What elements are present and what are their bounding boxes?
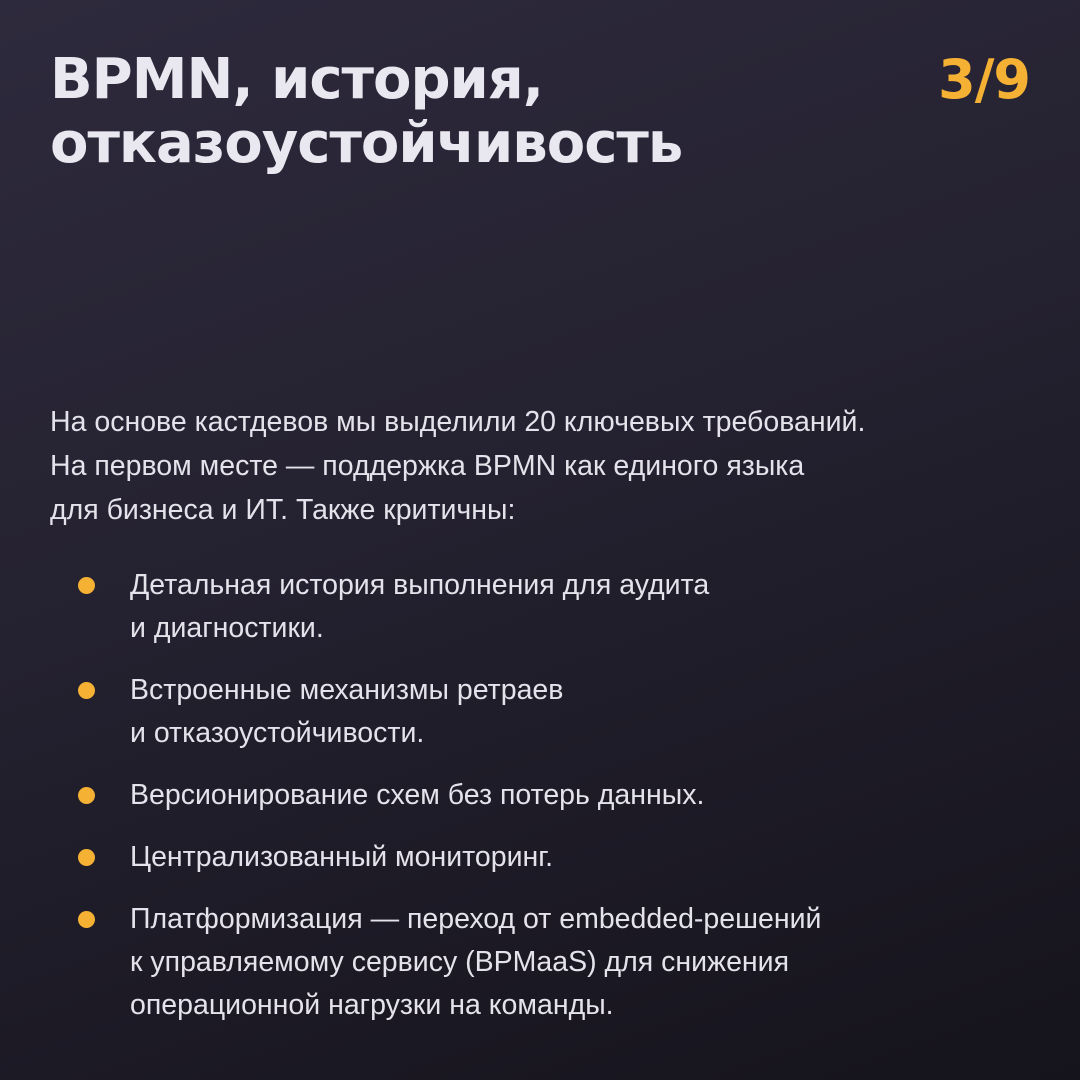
intro-line: для бизнеса и ИТ. Также критичны: [50, 494, 516, 526]
list-item [78, 669, 1038, 755]
intro-paragraph [50, 400, 1030, 532]
list-item-line: к управляемому сервису (BPMaaS) для снижения [130, 946, 790, 978]
requirements-list [78, 564, 1038, 1046]
list-item-line: и отказоустойчивости. [130, 717, 425, 749]
list-item-line: и диагностики. [130, 612, 324, 644]
list-item [78, 898, 1038, 1027]
bullet-dot-icon [78, 682, 95, 699]
list-item [78, 564, 1038, 650]
bullet-dot-icon [78, 849, 95, 866]
page-counter: 3/9 [938, 48, 1030, 111]
bullet-dot-icon [78, 787, 95, 804]
page-title [50, 48, 870, 176]
bullet-dot-icon [78, 577, 95, 594]
list-item [78, 836, 1038, 879]
list-item-line: Детальная история выполнения для аудита [130, 569, 710, 601]
list-item-line: Централизованный мониторинг. [130, 841, 554, 873]
intro-line: На основе кастдевов мы выделили 20 ключевых требований. [50, 406, 866, 438]
intro-line: На первом месте — поддержка BPMN как единого языка [50, 450, 805, 482]
list-item-line: Версионирование схем без потерь данных. [130, 779, 705, 811]
list-item [78, 774, 1038, 817]
title-line: BPMN, история, [50, 47, 544, 112]
list-item-line: Платформизация — переход от embedded-решений [130, 903, 822, 935]
bullet-dot-icon [78, 911, 95, 928]
title-line: отказоустойчивость [50, 111, 683, 176]
list-item-line: Встроенные механизмы ретраев [130, 674, 564, 706]
list-item-line: операционной нагрузки на команды. [130, 989, 614, 1021]
